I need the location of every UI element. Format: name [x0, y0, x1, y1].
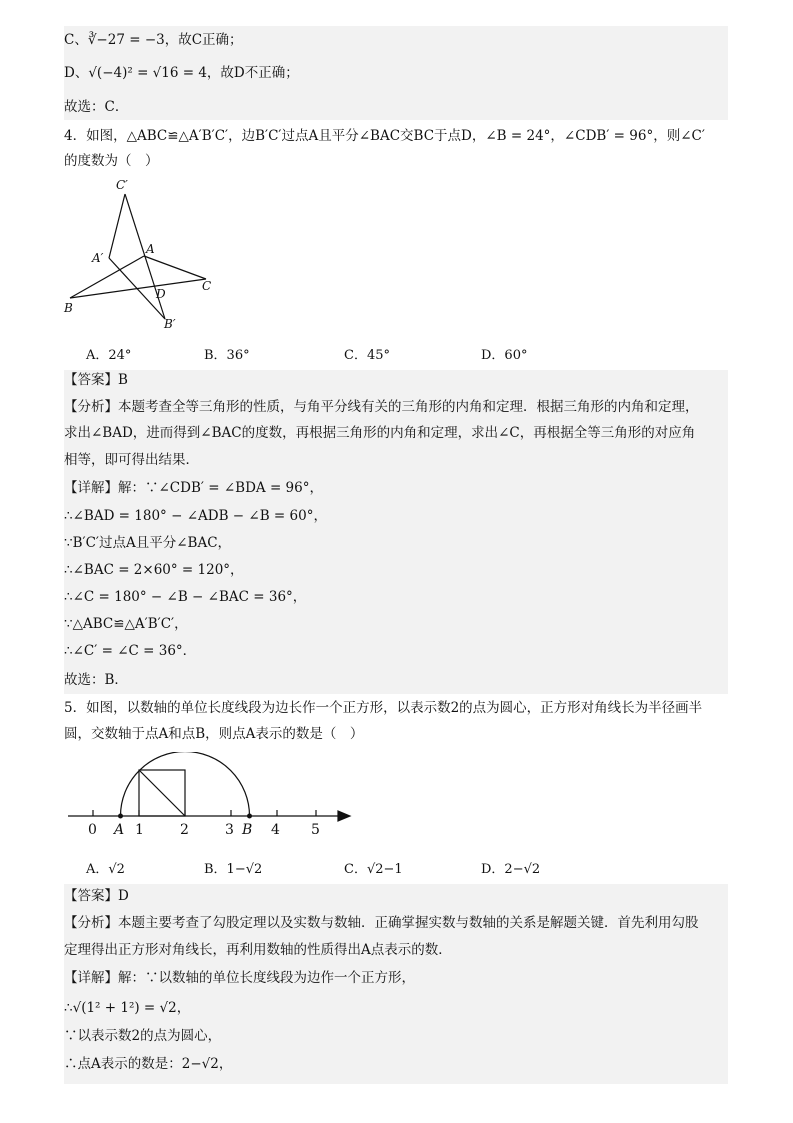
label-b: B [64, 301, 73, 315]
choice-line: 故选：C． [64, 99, 129, 115]
q4-analysis-line-3: 相等，即可得出结果． [64, 452, 199, 468]
label-a: A [146, 242, 155, 256]
segment-b-c [70, 279, 206, 298]
q4-option-b[interactable]: B．36° [204, 348, 250, 363]
q5-option-c[interactable]: C．√2−1 [344, 862, 403, 877]
q4-answer: 【答案】B [64, 372, 128, 388]
q4-choice: 故选：B． [64, 672, 128, 688]
q4-analysis-line-1: 【分析】本题考查全等三角形的性质，与角平分线有关的三角形的内角和定理．根据三角形的内角和定理， [64, 399, 699, 415]
q5-number-line-figure [62, 752, 362, 844]
q5-option-a[interactable]: A．√2 [86, 862, 125, 877]
q5-analysis-line-1: 【分析】本题主要考查了勾股定理以及实数与数轴．正确掌握实数与数轴的关系是解题关键．首先利用勾股 [64, 915, 699, 931]
q4-detail-line: ∴∠C′ = ∠C = 36°． [64, 643, 197, 659]
label-c: C [202, 279, 212, 293]
q4-option-c[interactable]: C．45° [344, 348, 390, 363]
tick-label-1: 1 [135, 822, 144, 838]
tick-label-0: 0 [88, 822, 97, 838]
label-a-prime: A′ [92, 251, 104, 265]
label-b-prime: B′ [164, 317, 176, 331]
segment-c-prime-a-prime [109, 194, 125, 258]
point-b-dot [247, 814, 252, 819]
q4-detail-line: ∴∠BAC = 2×60° = 120°， [64, 562, 244, 578]
point-label-b: B [242, 822, 253, 838]
q5-stem-line-1: 5．如图，以数轴的单位长度线段为边长作一个正方形，以表示数2的点为圆心，正方形对角线长为半径画半 [64, 700, 703, 716]
q4-detail-line: 【详解】解：∵∠CDB′ = ∠BDA = 96°， [64, 480, 323, 496]
q4-detail-line: ∵△ABC≌△A′B′C′， [64, 616, 188, 632]
point-label-a: A [114, 822, 125, 838]
tick-label-2: 2 [180, 822, 189, 838]
q5-detail-line: 【详解】解：∵以数轴的单位长度线段为边作一个正方形， [64, 970, 415, 986]
q5-detail-line: ∴点A表示的数是：2−√2， [64, 1056, 233, 1072]
axis-ticks [93, 810, 316, 816]
q4-detail-line: ∵B′C′过点A且平分∠BAC， [64, 535, 232, 551]
point-a-dot [118, 814, 123, 819]
label-d: D [156, 287, 166, 301]
q4-analysis-line-2: 求出∠BAD，进而得到∠BAC的度数，再根据三角形的内角和定理，求出∠C，再根据全等三角形的对应角 [64, 425, 696, 441]
q5-analysis-line-2: 定理得出正方形对角线长，再利用数轴的性质得出A点表示的数． [64, 942, 452, 958]
q5-detail-line: ∵以表示数2的点为圆心， [64, 1028, 222, 1044]
solution-line-d: D、√(−4)² = √16 = 4，故D不正确； [64, 65, 299, 81]
solution-line-c: C、∛−27 = −3，故C正确； [64, 32, 243, 48]
q5-option-d[interactable]: D．2−√2 [481, 862, 541, 877]
label-c-prime: C′ [116, 178, 128, 192]
tick-label-5: 5 [311, 822, 320, 838]
q4-options [64, 344, 728, 364]
segment-b-a [70, 256, 144, 298]
q4-detail-line: ∴∠BAD = 180° − ∠ADB − ∠B = 60°， [64, 508, 327, 524]
segment-a-c [144, 256, 206, 279]
q5-stem-line-2: 圆，交数轴于点A和点B，则点A表示的数是（ ） [64, 726, 364, 742]
q4-detail-line: ∴∠C = 180° − ∠B − ∠BAC = 36°， [64, 589, 307, 605]
q5-detail-line: ∴√(1² + 1²) = √2， [64, 1000, 191, 1016]
q5-option-b[interactable]: B．1−√2 [204, 862, 263, 877]
square-diagonal [139, 770, 185, 816]
q5-options [64, 858, 728, 878]
q4-stem-line-2: 的度数为（ ） [64, 153, 159, 169]
q4-option-a[interactable]: A．24° [86, 348, 132, 363]
q5-answer: 【答案】D [64, 888, 129, 904]
tick-label-3: 3 [225, 822, 234, 838]
q4-stem-line-1: 4．如图，△ABC≌△A′B′C′，边B′C′过点A且平分∠BAC交BC于点D，∠B = 24°，∠CDB′ = 96°，则∠C′ [64, 128, 705, 144]
q4-triangle-figure [60, 176, 230, 336]
tick-label-4: 4 [271, 822, 280, 838]
q4-option-d[interactable]: D．60° [481, 348, 528, 363]
axis-arrow-icon [338, 811, 350, 821]
